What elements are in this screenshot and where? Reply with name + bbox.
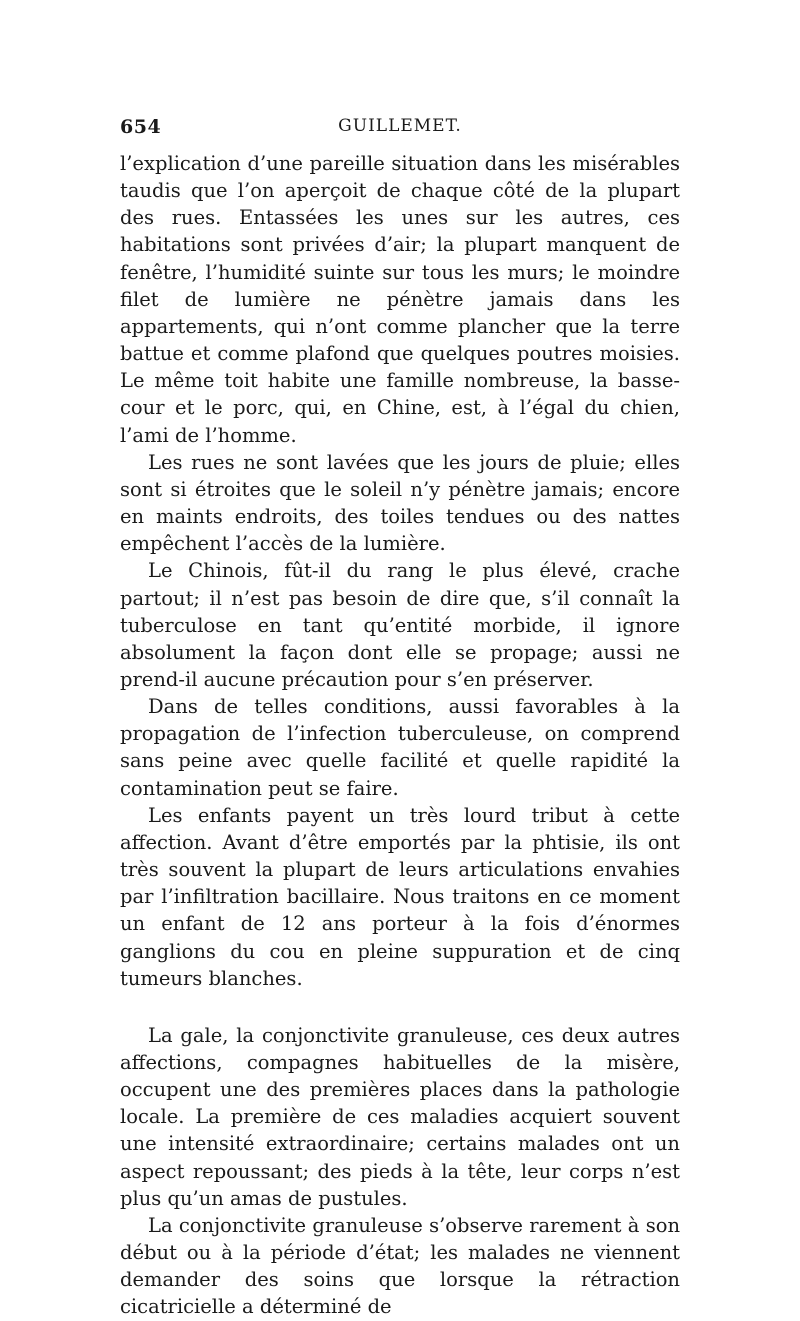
paragraph-scabies: La gale, la conjonctivite granuleuse, ces deux autres affections, compagnes habituelles de la misère, occupent une des premières places dans la pathologie locale. La première de ces maladies acquiert souvent une intensité extraordinaire; certains malades ont un aspect repoussant; des pieds à la tête, leur corps n’est plus qu’un amas de pustules. <box>120 1023 680 1210</box>
section-gap <box>120 992 680 1022</box>
page-header <box>120 116 680 144</box>
paragraph-conjunctivitis: La conjonctivite granuleuse s’observe rarement à son début ou à la période d’état; les malades ne viennent demander des soins que lorsque la rétraction cicatricielle a déterminé de <box>120 1213 680 1319</box>
running-title: GUILLEMET. <box>338 116 462 136</box>
page-number: 654 <box>120 116 162 138</box>
paragraph-streets: Les rues ne sont lavées que les jours de pluie; elles sont si étroites que le soleil n’y pénètre jamais; encore en maints endroits, des toiles tendues ou des nattes empêchent l’accès de la lumière. <box>120 450 680 556</box>
paragraph-contamination: Dans de telles conditions, aussi favorables à la propagation de l’infection tuberculeuse, on comprend sans peine avec quelle facilité et quelle rapidité la contamination peut se faire. <box>120 695 680 800</box>
paragraph-continuation: l’explication d’une pareille situation dans les misérables taudis que l’on aperçoit de chaque côté de la plupart des rues. Entassées les unes sur les autres, ces habitations sont privées d’air; la plupart manquent de fenêtre, l’humidité suinte sur tous les murs; le moindre filet de lumière ne pénètre jamais dans les appartements, qui n’ont comme plancher que la terre battue et comme plafond que quelques poutres moisies. Le même toit habite une famille nombreuse, la basse-cour et le porc, qui, en Chine, est, à l’égal du chien, l’ami de l’homme. <box>120 152 680 447</box>
paragraph-children: Les enfants payent un très lourd tribut à cette affection. Avant d’être emportés par la phtisie, ils ont très souvent la plupart de leurs articulations envahies par l’infiltration bacillaire. Nous traitons en ce moment un enfant de 12 ans porteur à la fois d’énormes ganglions du cou en pleine suppuration et de cinq tumeurs blanches. <box>120 803 680 990</box>
body-text <box>120 150 680 1321</box>
paragraph-spitting: Le Chinois, fût-il du rang le plus élevé, crache partout; il n’est pas besoin de dire que, s’il connaît la tuberculose en tant qu’entité morbide, il ignore absolument la façon dont elle se propage; aussi ne prend-il aucune précaution pour s’en préserver. <box>120 559 680 691</box>
